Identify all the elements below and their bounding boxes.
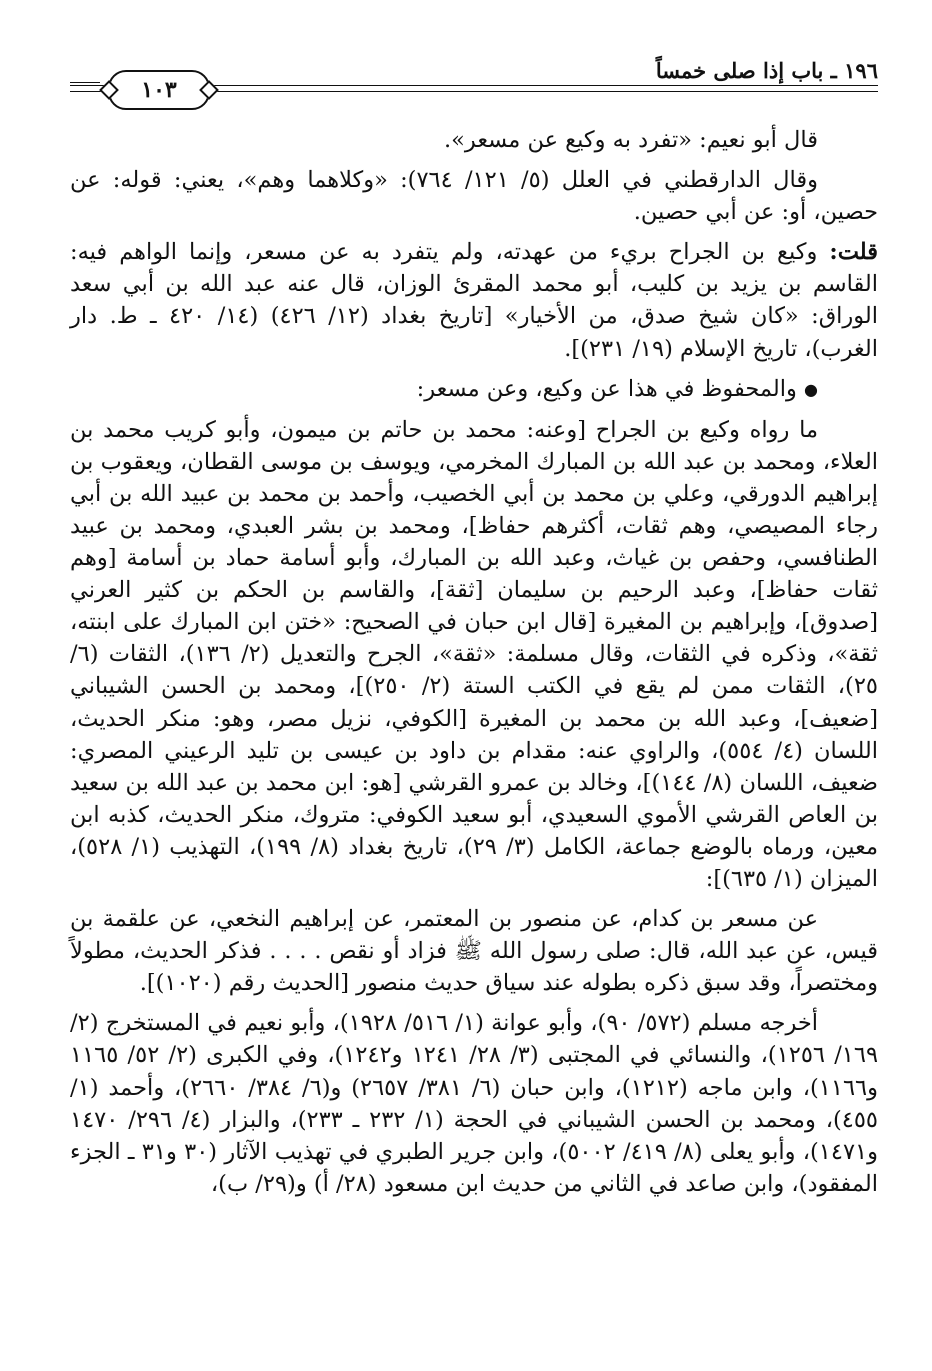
paragraph-6 xyxy=(70,903,878,999)
paragraph-text: قال أبو نعيم: «تفرد به وكيع عن مسعر». xyxy=(444,127,818,153)
paragraph-text: والمحفوظ في هذا عن وكيع، وعن مسعر: xyxy=(416,375,797,402)
paragraph-4 xyxy=(70,373,878,406)
document-body xyxy=(70,124,878,1208)
paragraph-3 xyxy=(70,236,878,364)
page-number-badge xyxy=(108,70,210,110)
page-header xyxy=(70,52,878,116)
paragraph-1 xyxy=(70,124,878,156)
paragraph-5 xyxy=(70,414,878,895)
chapter-title: ١٩٦ ـ باب إذا صلى خمساً xyxy=(655,58,878,83)
paragraph-2 xyxy=(70,164,878,228)
bullet-icon: ● xyxy=(804,379,818,399)
paragraph-7 xyxy=(70,1007,878,1200)
paragraph-text: وكيع بن الجراح بريء من عهدته، ولم يتفرد به عن مسعر، وإنما الواهم فيه: القاسم بن يزيد بن كليب، أبو محمد المقرئ الوزان، قال عنه عبد الله بن أبي سعد الوراق: «كان شيخ صدق، من الأخيار» [تاريخ بغداد (١٢/ ٤٢٦) (١٤/ ٤٢٠ ـ ط. دار الغرب)، تاريخ الإسلام (١٩/ ٢٣١)]. xyxy=(70,239,878,362)
page-number: ١٠٣ xyxy=(141,77,177,103)
paragraph-lead: قلت: xyxy=(829,239,878,266)
paragraph-text: أخرجه مسلم (٥٧٢/ ٩٠)، وأبو عوانة (١/ ٥١٦/ ١٩٢٨)، وأبو نعيم في المستخرج (٢/ ١٦٩/ ١٢٥٦)، والنسائي في المجتبى (٣/ ٢٨/ ١٢٤١ و١٢٤٢)، وفي الكبرى (٢/ ٥٢/ ١١٦٥ و١١٦٦)، وابن ماجه (١٢١٢)، وابن حبان (٦/ ٣٨١/ ٢٦٥٧) و(٦/ ٣٨٤/ ٢٦٦٠)، وأحمد (١/ ٤٥٥)، ومحمد بن الحسن الشيباني في الحجة (١/ ٢٣٢ ـ ٢٣٣)، والبزار (٤/ ٢٩٦/ ١٤٧٠ و١٤٧١)، وأبو يعلى (٨/ ٤١٩/ ٥٠٠٢)، وابن جرير الطبري في تهذيب الآثار (٣٠ و٣١ ـ الجزء المفقود)، وابن صاعد في الثاني من حديث ابن مسعود (٢٨/ أ) و(٢٩/ ب)، xyxy=(70,1010,879,1197)
paragraph-text: ما رواه وكيع بن الجراح [وعنه: محمد بن حاتم بن ميمون، وأبو كريب محمد بن العلاء، ومحمد بن عبد الله بن المبارك المخرمي، ويوسف بن موسى القطان، ويعقوب بن إبراهيم الدورقي، وعلي بن محمد بن أبي الخصيب، وأحمد بن محمد بن عبيد الله بن أبي رجاء المصيصي، وهم ثقات، أكثرهم حفاظ]، ومحمد بن بشر العبدي، ومحمد بن عبيد الطنافسي، وحفص بن غياث، وعبد الله بن المبارك، وأبو أسامة حماد بن أسامة [وهم ثقات حفاظ]، وعبد الرحيم بن سليمان [ثقة]، والقاسم بن الحكم بن كثير العرني [صدوق]، وإبراهيم بن المغيرة [قال ابن حبان في الصحيح: «ختن ابن المبارك على ابنته، ثقة»، وذكره في الثقات، وقال مسلمة: «ثقة»، الجرح والتعديل (٢/ ١٣٦)، الثقات (٦/ ٢٥)، الثقات ممن لم يقع في الكتب الستة (٢/ ٢٥٠)]، ومحمد بن الحسن الشيباني [ضعيف]، وعبد الله بن محمد بن المغيرة [الكوفي، نزيل مصر، وهو: منكر الحديث، اللسان (٤/ ٥٥٤)، والراوي عنه: مقدام بن داود بن عيسى بن تليد الرعيني المصري: ضعيف، اللسان (٨/ ١٤٤)]، وخالد بن عمرو القرشي [هو: ابن محمد بن عبد الله بن سعيد بن العاص القرشي الأموي السعيدي، أبو سعيد الكوفي: متروك، منكر الحديث، كذبه ابن معين، ورماه بالوضع جماعة، الكامل (٣/ ٢٩)، تاريخ بغداد (٨/ ١٩٩)، التهذيب (١/ ٥٢٨)، الميزان (١/ ٦٣٥)]: xyxy=(70,416,879,893)
paragraph-text: وقال الدارقطني في العلل (٥/ ١٢١/ ٧٦٤): «وكلاهما وهم»، يعني: قوله: عن حصين، أو: عن أبي حصين. xyxy=(70,167,878,226)
header-rule-stub xyxy=(70,82,100,83)
paragraph-text: عن مسعر بن كدام، عن منصور بن المعتمر، عن إبراهيم النخعي، عن علقمة بن قيس، عن عبد الله، قال: صلى رسول الله ﷺ فزاد أو نقص . . . . فذكر الحديث، مطولاً ومختصراً، وقد سبق ذكره بطوله عند سياق حديث منصور [الحديث رقم (١٠٢٠)]. xyxy=(70,906,878,997)
